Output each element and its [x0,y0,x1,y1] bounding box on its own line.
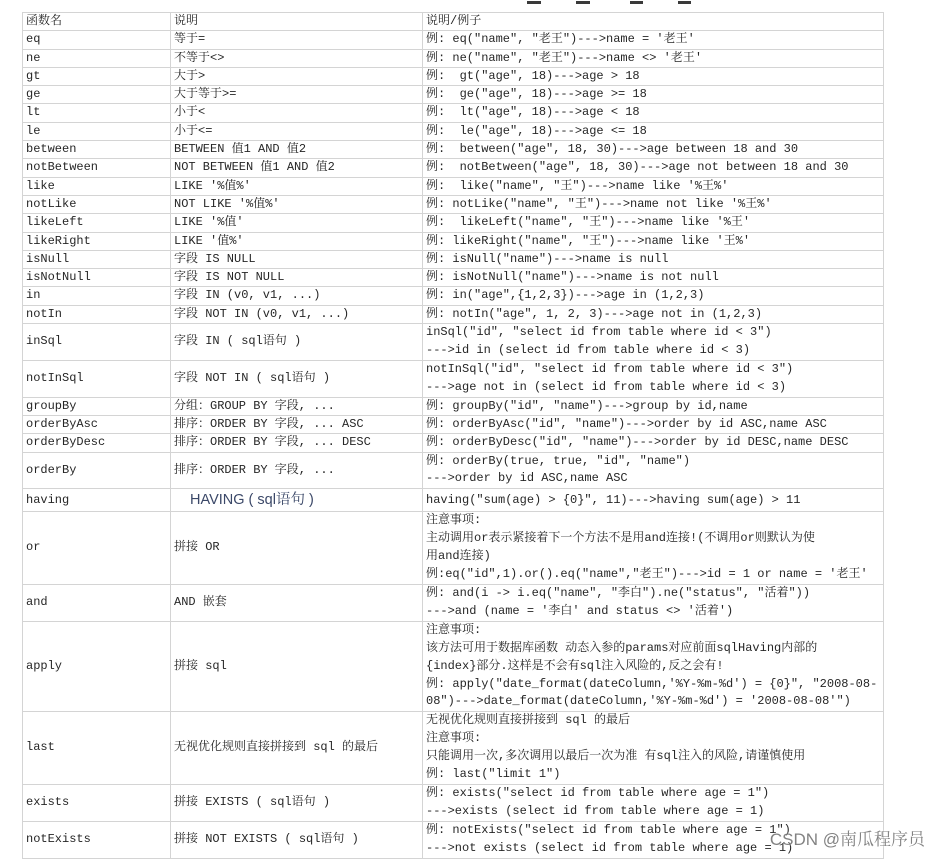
function-table-head [23,13,884,31]
description-notBetween: NOT BETWEEN 值1 AND 值2 [171,159,423,177]
example-like-line-1: 例: like("name", "王")--->name like '%王%' [426,178,729,193]
description-and: AND 嵌套 [171,585,423,622]
example-ge [423,86,884,104]
example-orderByAsc-line-1: 例: orderByAsc("id", "name")--->order by id ASC,name ASC [426,416,827,431]
function-name-orderBy: orderBy [23,452,171,489]
function-name-ge: ge [23,86,171,104]
table-row-apply [23,621,884,712]
table-row-or [23,512,884,585]
description-having: HAVING ( sql语句 ) [171,489,423,512]
cropped-glyph-fragment [630,1,643,4]
example-notBetween-line-1: 例: notBetween("age", 18, 30)--->age not between 18 and 30 [426,160,849,175]
description-groupBy: 分组：GROUP BY 字段, ... [171,397,423,415]
example-lt [423,104,884,122]
example-eq-line-1: 例: eq("name", "老王")--->name = '老王' [426,32,695,47]
header-example: 说明/例子 [423,13,884,31]
function-name-last: last [23,712,171,785]
table-row-notLike [23,195,884,213]
description-in: 字段 IN (v0, v1, ...) [171,287,423,305]
example-last-line-1: 无视优化规则直接拼接到 sql 的最后 [426,713,631,728]
function-name-isNotNull: isNotNull [23,269,171,287]
example-isNotNull-line-1: 例: isNotNull("name")--->name is not null [426,270,719,285]
function-name-notIn: notIn [23,305,171,323]
description-orderByAsc: 排序：ORDER BY 字段, ... ASC [171,415,423,433]
example-likeRight [423,232,884,250]
example-likeLeft [423,214,884,232]
table-row-like [23,177,884,195]
example-isNull-line-1: 例: isNull("name")--->name is null [426,251,669,266]
example-notInSql-line-1: notInSql("id", "select id from table where id < 3") [426,361,794,376]
table-row-groupBy [23,397,884,415]
description-isNull: 字段 IS NULL [171,250,423,268]
example-orderBy [423,452,884,489]
table-row-likeRight [23,232,884,250]
example-eq [423,31,884,49]
table-row-gt [23,67,884,85]
example-notIn-line-1: 例: notIn("age", 1, 2, 3)--->age not in (1,2,3) [426,306,763,321]
example-orderBy-line-2: --->order by id ASC,name ASC [426,471,628,486]
function-name-lt: lt [23,104,171,122]
example-last-line-4: 例: last("limit 1") [426,767,561,782]
example-ne-line-1: 例: ne("name", "老王")--->name <> '老王' [426,50,703,65]
example-apply [423,621,884,712]
cropped-glyph-fragment [576,1,590,4]
table-header-row [23,13,884,31]
description-notExists: 拼接 NOT EXISTS ( sql语句 ) [171,821,423,858]
description-lt: 小于< [171,104,423,122]
function-name-eq: eq [23,31,171,49]
example-apply-line-3: {index}部分.这样是不会有sql注入风险的,反之会有! [426,658,724,673]
table-row-and [23,585,884,622]
example-last-line-2: 注意事项: [426,731,482,746]
example-orderByDesc-line-1: 例: orderByDesc("id", "name")--->order by id DESC,name DESC [426,435,849,450]
description-or: 拼接 OR [171,512,423,585]
description-ge: 大于等于>= [171,86,423,104]
example-notInSql-line-2: --->age not in (select id from table where id < 3) [426,379,787,394]
header-function-name: 函数名 [23,13,171,31]
table-row-notIn [23,305,884,323]
csdn-watermark: CSDN @南瓜程序员 [769,830,925,849]
description-between: BETWEEN 值1 AND 值2 [171,141,423,159]
example-or [423,512,884,585]
example-or-line-1: 注意事项: [426,513,482,528]
function-name-orderByDesc: orderByDesc [23,434,171,452]
example-ne [423,49,884,67]
function-name-exists: exists [23,784,171,821]
function-name-orderByAsc: orderByAsc [23,415,171,433]
function-name-le: le [23,122,171,140]
function-name-in: in [23,287,171,305]
description-eq: 等于= [171,31,423,49]
example-or-line-3: 用and连接) [426,549,491,564]
function-name-likeRight: likeRight [23,232,171,250]
function-name-having: having [23,489,171,512]
cropped-glyph-fragment [527,1,541,4]
example-apply-line-2: 该方法可用于数据库函数 动态入参的params对应前面sqlHaving内部的 [426,640,818,655]
function-name-ne: ne [23,49,171,67]
table-row-le [23,122,884,140]
table-row-lt [23,104,884,122]
table-row-ge [23,86,884,104]
example-and [423,585,884,622]
example-notLike [423,195,884,213]
function-name-notLike: notLike [23,195,171,213]
example-exists-line-2: --->exists (select id from table where age = 1) [426,803,765,818]
example-likeLeft-line-1: 例: likeLeft("name", "王")--->name like '%王' [426,215,751,230]
function-name-notInSql: notInSql [23,360,171,397]
table-row-having [23,489,884,512]
description-last: 无视优化规则直接拼接到 sql 的最后 [171,712,423,785]
example-and-line-1: 例: and(i -> i.eq("name", "李白").ne("status", "活着")) [426,586,811,600]
example-orderByAsc [423,415,884,433]
function-name-groupBy: groupBy [23,397,171,415]
function-table [22,12,884,859]
description-exists: 拼接 EXISTS ( sql语句 ) [171,784,423,821]
table-row-notBetween [23,159,884,177]
description-ne: 不等于<> [171,49,423,67]
header-description: 说明 [171,13,423,31]
example-groupBy-line-1: 例: groupBy("id", "name")--->group by id,name [426,398,748,413]
function-name-apply: apply [23,621,171,712]
function-name-gt: gt [23,67,171,85]
function-table-body [23,31,884,858]
example-in [423,287,884,305]
table-row-in [23,287,884,305]
table-row-likeLeft [23,214,884,232]
table-row-orderByAsc [23,415,884,433]
description-like: LIKE '%值%' [171,177,423,195]
description-gt: 大于> [171,67,423,85]
table-row-inSql [23,324,884,361]
example-likeRight-line-1: 例: likeRight("name", "王")--->name like '王%' [426,233,751,248]
description-inSql: 字段 IN ( sql语句 ) [171,324,423,361]
table-row-ne [23,49,884,67]
example-le [423,122,884,140]
example-apply-line-4: 例: apply("date_format(dateColumn,'%Y-%m-%d') = {0}", "2008-08- [426,676,878,691]
example-inSql-line-2: --->id in (select id from table where id < 3) [426,342,751,357]
example-orderBy-line-1: 例: orderBy(true, true, "id", "name") [426,453,691,468]
function-name-between: between [23,141,171,159]
description-notLike: NOT LIKE '%值%' [171,195,423,213]
example-having-line-1: having("sum(age) > {0}", 11)--->having sum(age) > 11 [426,492,801,507]
table-row-last [23,712,884,785]
example-between-line-1: 例: between("age", 18, 30)--->age between 18 and 30 [426,142,799,157]
example-notLike-line-1: 例: notLike("name", "王")--->name not like '%王%' [426,196,772,211]
function-name-or: or [23,512,171,585]
description-orderByDesc: 排序：ORDER BY 字段, ... DESC [171,434,423,452]
example-or-line-4: 例:eq("id",1).or().eq("name","老王")--->id = 1 or name = '老王' [426,567,868,582]
example-in-line-1: 例: in("age",{1,2,3})--->age in (1,2,3) [426,288,705,303]
table-row-orderBy [23,452,884,489]
description-notIn: 字段 NOT IN (v0, v1, ...) [171,305,423,323]
example-notExists-line-1: 例: notExists("select id from table where age = 1") [426,822,791,837]
table-row-exists [23,784,884,821]
function-name-isNull: isNull [23,250,171,268]
table-row-isNotNull [23,269,884,287]
table-row-eq [23,31,884,49]
example-last [423,712,884,785]
example-between [423,141,884,159]
table-row-notInSql [23,360,884,397]
description-apply: 拼接 sql [171,621,423,712]
function-name-notBetween: notBetween [23,159,171,177]
description-orderBy: 排序：ORDER BY 字段, ... [171,452,423,489]
example-exists-line-1: 例: exists("select id from table where age = 1") [426,785,770,800]
example-or-line-2: 主动调用or表示紧接着下一个方法不是用and连接!(不调用or则默认为使 [426,531,815,546]
function-name-notExists: notExists [23,821,171,858]
example-having [423,489,884,512]
description-isNotNull: 字段 IS NOT NULL [171,269,423,287]
function-name-inSql: inSql [23,324,171,361]
description-likeLeft: LIKE '%值' [171,214,423,232]
example-lt-line-1: 例: lt("age", 18)--->age < 18 [426,105,640,120]
function-name-like: like [23,177,171,195]
table-row-isNull [23,250,884,268]
example-ge-line-1: 例: ge("age", 18)--->age >= 18 [426,87,647,102]
table-row-notExists [23,821,884,858]
example-notIn [423,305,884,323]
example-apply-line-5: 08")--->date_format(dateColumn,'%Y-%m-%d') = '2008-08-08'") [426,694,851,709]
example-orderByDesc [423,434,884,452]
table-row-between [23,141,884,159]
example-inSql-line-1: inSql("id", "select id from table where id < 3") [426,325,772,340]
example-like [423,177,884,195]
cropped-glyph-fragment [678,1,691,4]
example-last-line-3: 只能调用一次,多次调用以最后一次为准 有sql注入的风险,请谨慎使用 [426,749,806,764]
table-row-orderByDesc [23,434,884,452]
example-apply-line-1: 注意事项: [426,622,482,637]
example-gt [423,67,884,85]
example-gt-line-1: 例: gt("age", 18)--->age > 18 [426,68,640,83]
example-le-line-1: 例: le("age", 18)--->age <= 18 [426,123,647,138]
description-notInSql: 字段 NOT IN ( sql语句 ) [171,360,423,397]
example-isNotNull [423,269,884,287]
function-name-and: and [23,585,171,622]
example-notBetween [423,159,884,177]
example-and-line-2: --->and (name = '李白' and status <> '活着') [426,603,734,618]
example-notInSql [423,360,884,397]
function-name-likeLeft: likeLeft [23,214,171,232]
example-notExists-line-2: --->not exists (select id from table where age = 1) [426,840,794,855]
description-le: 小于<= [171,122,423,140]
description-likeRight: LIKE '值%' [171,232,423,250]
example-exists [423,784,884,821]
example-inSql [423,324,884,361]
example-isNull [423,250,884,268]
example-groupBy [423,397,884,415]
